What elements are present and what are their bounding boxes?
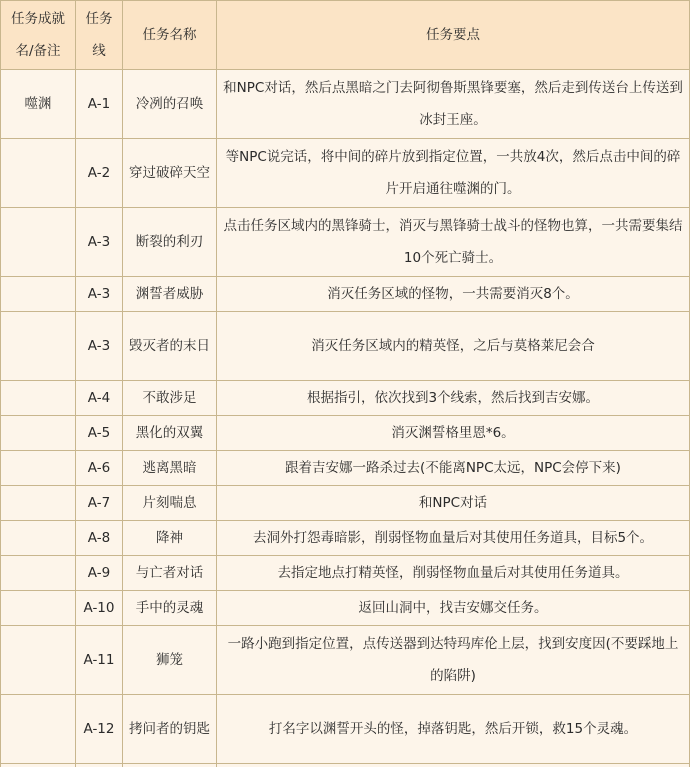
cell-points: 和NPC对话 xyxy=(217,486,690,521)
cell-line: A-6 xyxy=(76,451,123,486)
cell-points: 根据指引，依次找到3个线索，然后找到吉安娜。 xyxy=(217,381,690,416)
cell-line: A-7 xyxy=(76,486,123,521)
partial-row xyxy=(1,764,690,767)
cell-points: 和NPC对话，然后点黑暗之门去阿彻鲁斯黑锋要塞，然后走到传送台上传送到冰封王座。 xyxy=(217,70,690,139)
table-row xyxy=(1,486,690,521)
cell-line: A-5 xyxy=(76,416,123,451)
cell-points: 跟着吉安娜一路杀过去(不能离NPC太远，NPC会停下来) xyxy=(217,451,690,486)
cell-name: 狮笼 xyxy=(123,626,217,695)
cell-line: A-4 xyxy=(76,381,123,416)
cell-name: 片刻喘息 xyxy=(123,486,217,521)
table-row xyxy=(1,416,690,451)
table-row xyxy=(1,521,690,556)
cell-achievement xyxy=(1,591,76,626)
cell-points: 一路小跑到指定位置，点传送器到达特玛库伦上层，找到安度因(不要踩地上的陷阱) xyxy=(217,626,690,695)
cell-points: 去洞外打怨毒暗影，削弱怪物血量后对其使用任务道具，目标5个。 xyxy=(217,521,690,556)
header-line: 任务线 xyxy=(76,1,123,70)
table-row xyxy=(1,591,690,626)
cell-name: 手中的灵魂 xyxy=(123,591,217,626)
cell-points: 消灭任务区域的怪物，一共需要消灭8个。 xyxy=(217,277,690,312)
table-row xyxy=(1,451,690,486)
cell-line: A-10 xyxy=(76,591,123,626)
cell-line: A-2 xyxy=(76,139,123,208)
cell-achievement xyxy=(1,312,76,381)
cell-name: 毁灭者的末日 xyxy=(123,312,217,381)
header-name: 任务名称 xyxy=(123,1,217,70)
cell-achievement xyxy=(1,381,76,416)
cell-achievement: 噬渊 xyxy=(1,70,76,139)
table-row xyxy=(1,381,690,416)
table-row xyxy=(1,70,690,139)
cell-points: 去指定地点打精英怪，削弱怪物血量后对其使用任务道具。 xyxy=(217,556,690,591)
cell-achievement xyxy=(1,695,76,764)
cell-achievement xyxy=(1,521,76,556)
cell-name: 不敢涉足 xyxy=(123,381,217,416)
cell-achievement xyxy=(1,208,76,277)
cell-achievement xyxy=(1,486,76,521)
cell-line: A-3 xyxy=(76,277,123,312)
cell-achievement xyxy=(1,556,76,591)
cell-achievement xyxy=(1,451,76,486)
header-row xyxy=(1,1,690,70)
table-row xyxy=(1,312,690,381)
cell-name: 拷问者的钥匙 xyxy=(123,695,217,764)
cell-achievement xyxy=(1,277,76,312)
cell-points: 返回山洞中，找吉安娜交任务。 xyxy=(217,591,690,626)
cell-name: 渊誓者威胁 xyxy=(123,277,217,312)
cell-line: A-9 xyxy=(76,556,123,591)
cell-points: 打名字以渊誓开头的怪，掉落钥匙，然后开锁，救15个灵魂。 xyxy=(217,695,690,764)
cell-achievement xyxy=(1,626,76,695)
cell-achievement xyxy=(1,139,76,208)
cell-points: 消灭渊誓格里恩*6。 xyxy=(217,416,690,451)
cell-points: 等NPC说完话，将中间的碎片放到指定位置，一共放4次，然后点击中间的碎片开启通往噬渊的门。 xyxy=(217,139,690,208)
table-row xyxy=(1,556,690,591)
cell-name: 黑化的双翼 xyxy=(123,416,217,451)
cell-achievement xyxy=(1,416,76,451)
table-row xyxy=(1,695,690,764)
header-achievement: 任务成就名/备注 xyxy=(1,1,76,70)
cell-name: 穿过破碎天空 xyxy=(123,139,217,208)
table-body xyxy=(1,70,690,767)
header-points: 任务要点 xyxy=(217,1,690,70)
cell-points: 消灭任务区域内的精英怪，之后与莫格莱尼会合 xyxy=(217,312,690,381)
table-header xyxy=(1,1,690,70)
cell-line: A-3 xyxy=(76,312,123,381)
table-row xyxy=(1,277,690,312)
cell-line: A-1 xyxy=(76,70,123,139)
cell-name: 冷冽的召唤 xyxy=(123,70,217,139)
cell-line: A-8 xyxy=(76,521,123,556)
table-row xyxy=(1,139,690,208)
cell-line: A-11 xyxy=(76,626,123,695)
cell-points: 点击任务区域内的黑锋骑士，消灭与黑锋骑士战斗的怪物也算，一共需要集结10个死亡骑士。 xyxy=(217,208,690,277)
table-row xyxy=(1,208,690,277)
cell-name: 降神 xyxy=(123,521,217,556)
table-row xyxy=(1,626,690,695)
cell-name: 与亡者对话 xyxy=(123,556,217,591)
cell-name: 逃离黑暗 xyxy=(123,451,217,486)
cell-line: A-3 xyxy=(76,208,123,277)
cell-line: A-12 xyxy=(76,695,123,764)
cell-name: 断裂的利刃 xyxy=(123,208,217,277)
